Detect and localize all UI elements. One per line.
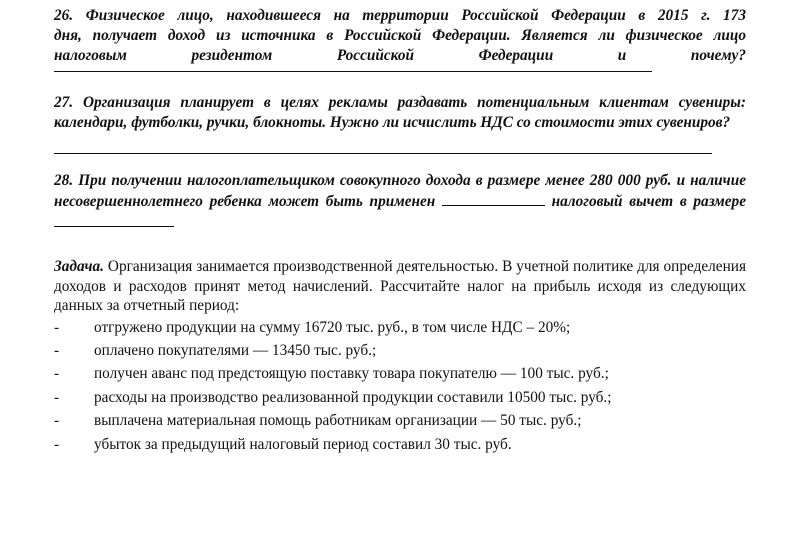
- bullet-dash: -: [54, 412, 60, 430]
- list-item-text: получен аванс под предстоящую поставку товара покупателю — 100 тыс. руб.;: [94, 365, 609, 383]
- answer-blank-deduction: [442, 191, 545, 206]
- question-27-text: 27. Организация планирует в целях рекламы раздавать потенциальным клиентам сувениры: календари, футболки, ручки, блокноты. Нужно ли исчислить НДС со стоимости этих сувениров?: [54, 94, 746, 131]
- answer-line-26: [54, 70, 652, 72]
- list-item: [54, 339, 746, 362]
- list-item-text: отгружено продукции на сумму 16720 тыс. руб., в том числе НДС – 20%;: [94, 318, 571, 336]
- question-28-text: [54, 171, 746, 233]
- task-block: [54, 257, 746, 456]
- question-26-line-2: дня, получает доход из источника в Российской Федерации. Является ли физическое лицо: [54, 27, 746, 44]
- question-26-line-1: 26. Физическое лицо, находившееся на территории Российской Федерации в 2015 г. 173: [54, 7, 746, 24]
- list-item-text: оплачено покупателями — 13450 тыс. руб.;: [94, 341, 377, 359]
- list-item: [54, 433, 746, 456]
- task-label: Задача.: [54, 258, 104, 275]
- question-28: [54, 171, 746, 233]
- question-27: [54, 93, 746, 133]
- bullet-dash: -: [54, 388, 60, 406]
- question-26-line-3: налоговым резидентом Российской Федерации и почему?: [54, 47, 746, 64]
- question-26: [54, 6, 746, 66]
- bullet-dash: -: [54, 365, 60, 383]
- list-item: [54, 386, 746, 409]
- bullet-dash: -: [54, 318, 60, 336]
- list-item: [54, 362, 746, 385]
- question-28-text-start: 28. При получении налогоплательщиком совокупного дохода в размере менее 280 000 руб. и наличие несовершеннолетнего ребенка может быть применен: [54, 172, 746, 210]
- list-item-text: выплачена материальная помощь работникам организации — 50 тыс. руб.;: [94, 412, 582, 430]
- question-28-text-mid: налоговый вычет в размере: [551, 193, 746, 210]
- document-page: [54, 6, 746, 456]
- list-item-text: убыток за предыдущий налоговый период составил 30 тыс. руб.: [94, 435, 512, 453]
- bullet-dash: -: [54, 435, 60, 453]
- list-item: [54, 316, 746, 339]
- task-items-list: [54, 316, 746, 456]
- bullet-dash: -: [54, 341, 60, 359]
- list-item-text: расходы на производство реализованной продукции составили 10500 тыс. руб.;: [94, 388, 612, 406]
- task-text: Организация занимается производственной деятельностью. В учетной политике для определения доходов и расходов принят метод начислений. Рассчитайте налог на прибыль исходя из следующих данных за отчетный период:: [54, 258, 746, 314]
- list-item: [54, 409, 746, 432]
- answer-line-27: [54, 152, 712, 154]
- task-paragraph: [54, 257, 746, 316]
- answer-blank-amount: [54, 212, 174, 227]
